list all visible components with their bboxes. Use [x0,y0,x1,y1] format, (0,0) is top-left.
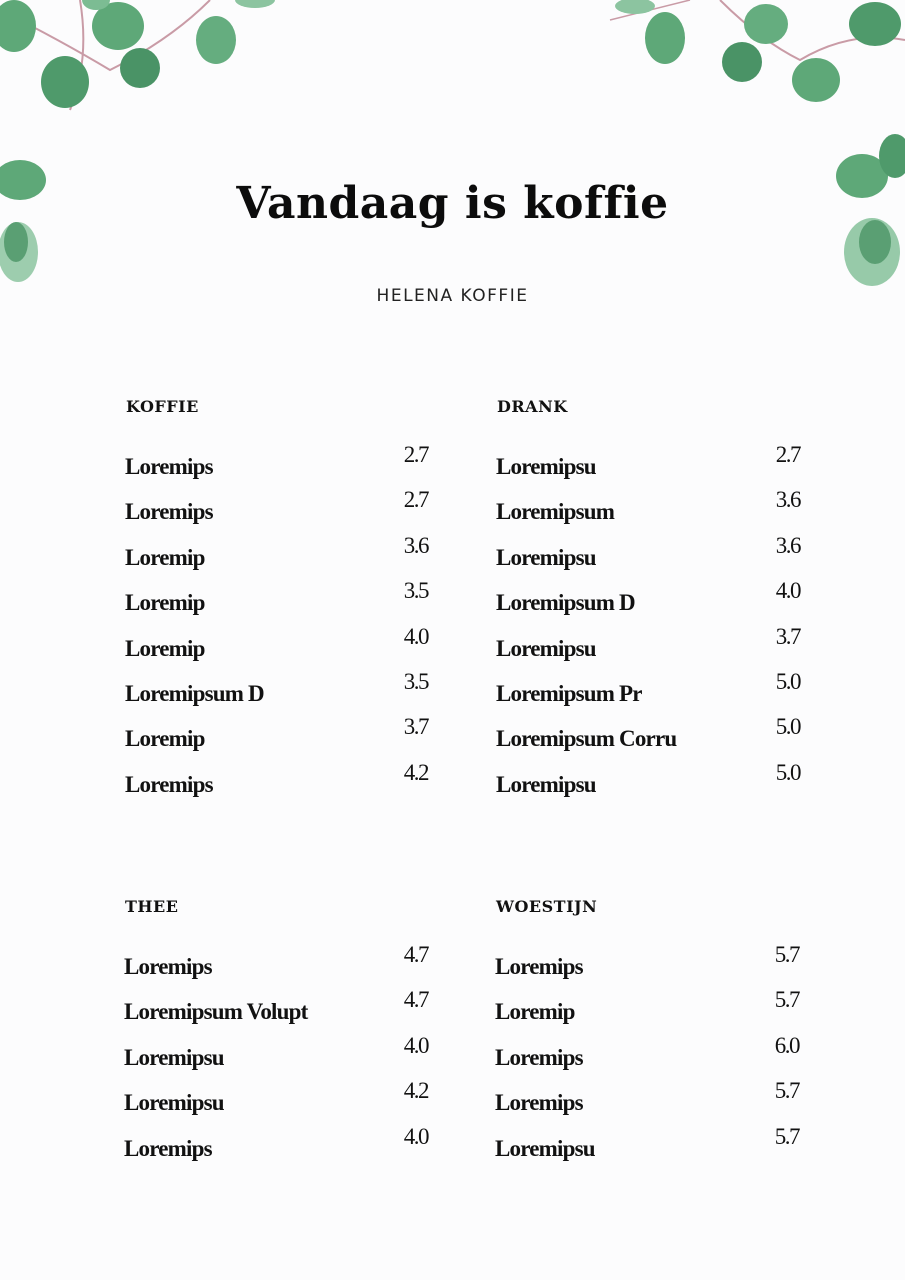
menu-item-price: 5.7 [774,1123,799,1149]
menu-item [496,1033,799,1078]
menu-item-name: Loremips [124,954,212,979]
menu-item-name: Loremipsum D [496,590,635,616]
menu-item-price: 4.2 [403,759,428,785]
menu-item [125,1124,428,1169]
page-title: Vandaag is koffie [236,178,669,229]
menu-item [125,1078,428,1123]
menu-item-name: Loremips [125,771,213,797]
menu-item [496,987,799,1032]
menu-item-name: Loremips [124,1135,212,1161]
menu-item-price: 3.6 [775,532,800,558]
menu-section-woestijn [495,897,799,1161]
eucalyptus-decoration [0,0,905,320]
menu-item-price: 3.6 [775,487,800,513]
menu-item-name: Loremip [125,590,205,616]
menu-item [126,578,428,623]
menu-item [496,1078,799,1123]
menu-item-price: 2.7 [403,487,428,513]
menu-item-name: Loremipsu [124,1090,224,1116]
section-heading: KOFFIE [126,397,199,416]
menu-item-name: Loremip [495,999,575,1025]
menu-item-price: 5.0 [775,668,800,694]
menu-item-price: 4.2 [403,1078,428,1104]
menu-item-price: 5.7 [774,987,799,1013]
section-heading: DRANK [497,397,568,416]
menu-item-name: Loremipsum Pr [496,680,642,706]
menu-item-price: 4.0 [403,1032,428,1058]
menu-item [496,1124,799,1169]
menu-item-price: 4.7 [403,942,428,967]
menu-item-price: 3.5 [403,668,428,694]
menu-item-list [126,442,428,805]
menu-item [497,578,800,623]
menu-item-price: 4.7 [403,987,428,1013]
menu-item-list [125,942,428,1169]
menu-item-name: Loremipsu [124,1044,224,1070]
menu-item [125,987,428,1032]
menu-item [497,533,800,578]
menu-item-price: 5.0 [775,759,800,785]
menu-section-drank [496,397,800,797]
menu-item [497,442,800,487]
menu-item [126,624,428,669]
menu-item-price: 5.7 [774,942,799,967]
menu-item-name: Loremips [495,954,583,979]
menu-item-name: Loremips [125,499,213,525]
menu-item-price: 3.7 [403,714,428,740]
menu-item [125,942,428,987]
menu-item [497,760,800,805]
menu-item-name: Loremipsu [496,544,596,570]
menu-item [496,942,799,987]
menu-item [126,669,428,714]
menu-item-name: Loremips [495,1090,583,1116]
menu-item [497,669,800,714]
menu-item [126,533,428,578]
menu-item-price: 2.7 [775,442,800,467]
menu-item-list [496,942,799,1169]
menu-item-name: Loremips [125,454,213,479]
leaves-top-right-icon [610,0,905,102]
menu-item-name: Loremips [495,1044,583,1070]
menu-item-list [497,442,800,805]
menu-item-price: 4.0 [403,1123,428,1149]
section-heading: THEE [125,897,179,916]
menu-item [126,714,428,759]
menu-item-price: 5.7 [774,1078,799,1104]
page-subtitle: HELENA KOFFIE [376,286,529,306]
menu-item-price: 6.0 [774,1032,799,1058]
menu-section-koffie [125,397,428,797]
leaves-top-left-icon [0,0,275,110]
menu-item-price: 3.7 [775,623,800,649]
menu-item-name: Loremip [125,726,205,752]
menu-item-price: 2.7 [403,442,428,467]
menu-item-name: Loremipsum [496,499,615,525]
menu-item-price: 3.6 [403,532,428,558]
menu-item [497,714,800,759]
menu-item-name: Loremipsum Volupt [124,999,308,1025]
menu-item-name: Loremipsu [496,771,596,797]
section-heading: WOESTIJN [496,897,598,916]
menu-item-name: Loremipsum Corru [496,726,677,752]
menu-item [497,487,800,532]
menu-item-name: Loremipsum D [125,680,264,706]
menu-item [126,487,428,532]
menu-item [126,442,428,487]
menu-item [125,1033,428,1078]
menu-item-name: Loremipsu [495,1135,595,1161]
menu-item-name: Loremipsu [496,454,596,479]
menu-section-thee [124,897,428,1161]
menu-item-name: Loremipsu [496,635,596,661]
menu-item-name: Loremip [125,635,205,661]
menu-item-price: 5.0 [775,714,800,740]
menu-item-price: 3.5 [403,578,428,604]
menu-item-name: Loremip [125,544,205,570]
menu-item [126,760,428,805]
menu-item-price: 4.0 [775,578,800,604]
menu-item [497,624,800,669]
menu-item-price: 4.0 [403,623,428,649]
